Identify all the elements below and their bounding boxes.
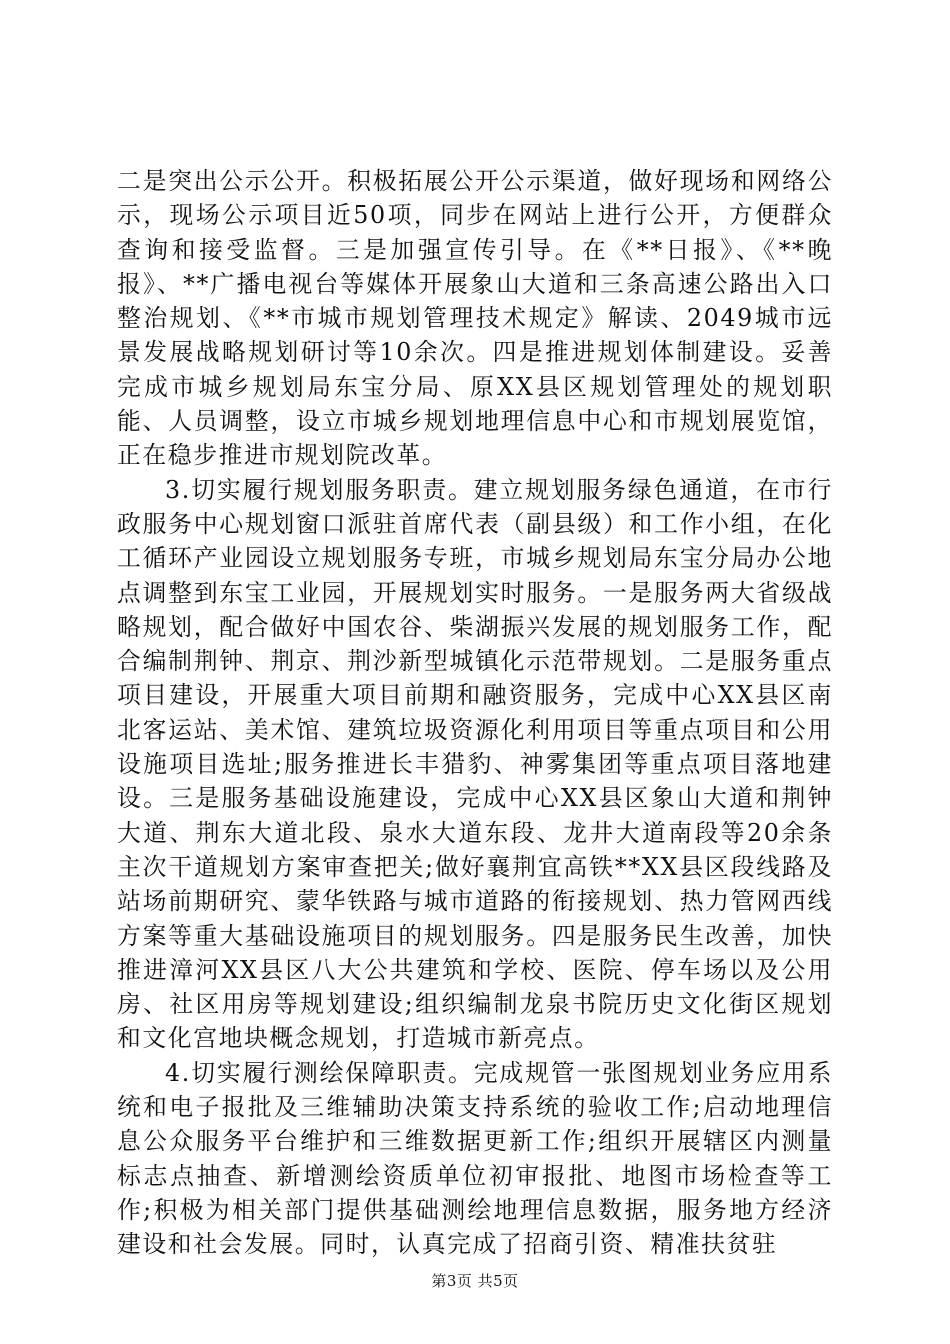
- document-body: [117, 164, 833, 1262]
- page-number-footer: 第3页 共5页: [431, 1272, 519, 1290]
- paragraph-planning-service: 3.切实履行规划服务职责。建立规划服务绿色通道，在市行政服务中心规划窗口派驻首席代表（副县级）和工作小组，在化工循环产业园设立规划服务专班，市城乡规划局东宝分局办公地点调整到东宝工业园，开展规划实时服务。一是服务两大省级战略规划，配合做好中国农谷、柴湖振兴发展的规划服务工作，配合编制荆钟、荆京、荆沙新型城镇化示范带规划。二是服务重点项目建设，开展重大项目前期和融资服务，完成中心XX县区南北客运站、美术馆、建筑垃圾资源化利用项目等重点项目和公用设施项目选址;服务推进长丰猎豹、神雾集团等重点项目落地建设。三是服务基础设施建设，完成中心XX县区象山大道和荆钟大道、荆东大道北段、泉水大道东段、龙井大道南段等20余条主次干道规划方案审查把关;做好襄荆宜高铁**XX县区段线路及站场前期研究、蒙华铁路与城市道路的衔接规划、热力管网西线方案等重大基础设施项目的规划服务。四是服务民生改善，加快推进漳河XX县区八大公共建筑和学校、医院、停车场以及公用房、社区用房等规划建设;组织编制龙泉书院历史文化街区规划和文化宫地块概念规划，打造城市新亮点。: [117, 475, 833, 1053]
- paragraph-surveying-support: 4.切实履行测绘保障职责。完成规管一张图规划业务应用系统和电子报批及三维辅助决策支持系统的验收工作;启动地理信息公众服务平台维护和三维数据更新工作;组织开展辖区内测量标志点抽查、新增测绘资质单位初审报批、地图市场检查等工作;积极为相关部门提供基础测绘地理信息数据，服务地方经济建设和社会发展。同时，认真完成了招商引资、精准扶贫驻: [117, 1058, 833, 1259]
- paragraph-public-disclosure: 二是突出公示公开。积极拓展公开公示渠道，做好现场和网络公示，现场公示项目近50项，同步在网站上进行公开，方便群众查询和接受监督。三是加强宣传引导。在《**日报》、《**晚报》、**广播电视台等媒体开展象山大道和三条高速公路出入口整治规划、《**市城市规划管理技术规定》解读、2049城市远景发展战略规划研讨等10余次。四是推进规划体制建设。妥善完成市城乡规划局东宝分局、原XX县区规划管理处的规划职能、人员调整，设立市城乡规划地理信息中心和市规划展览馆，正在稳步推进市规划院改革。: [117, 167, 833, 470]
